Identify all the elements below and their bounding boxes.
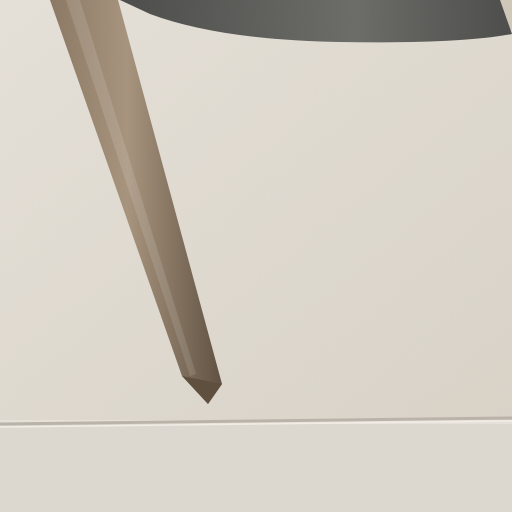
floor xyxy=(0,424,512,512)
